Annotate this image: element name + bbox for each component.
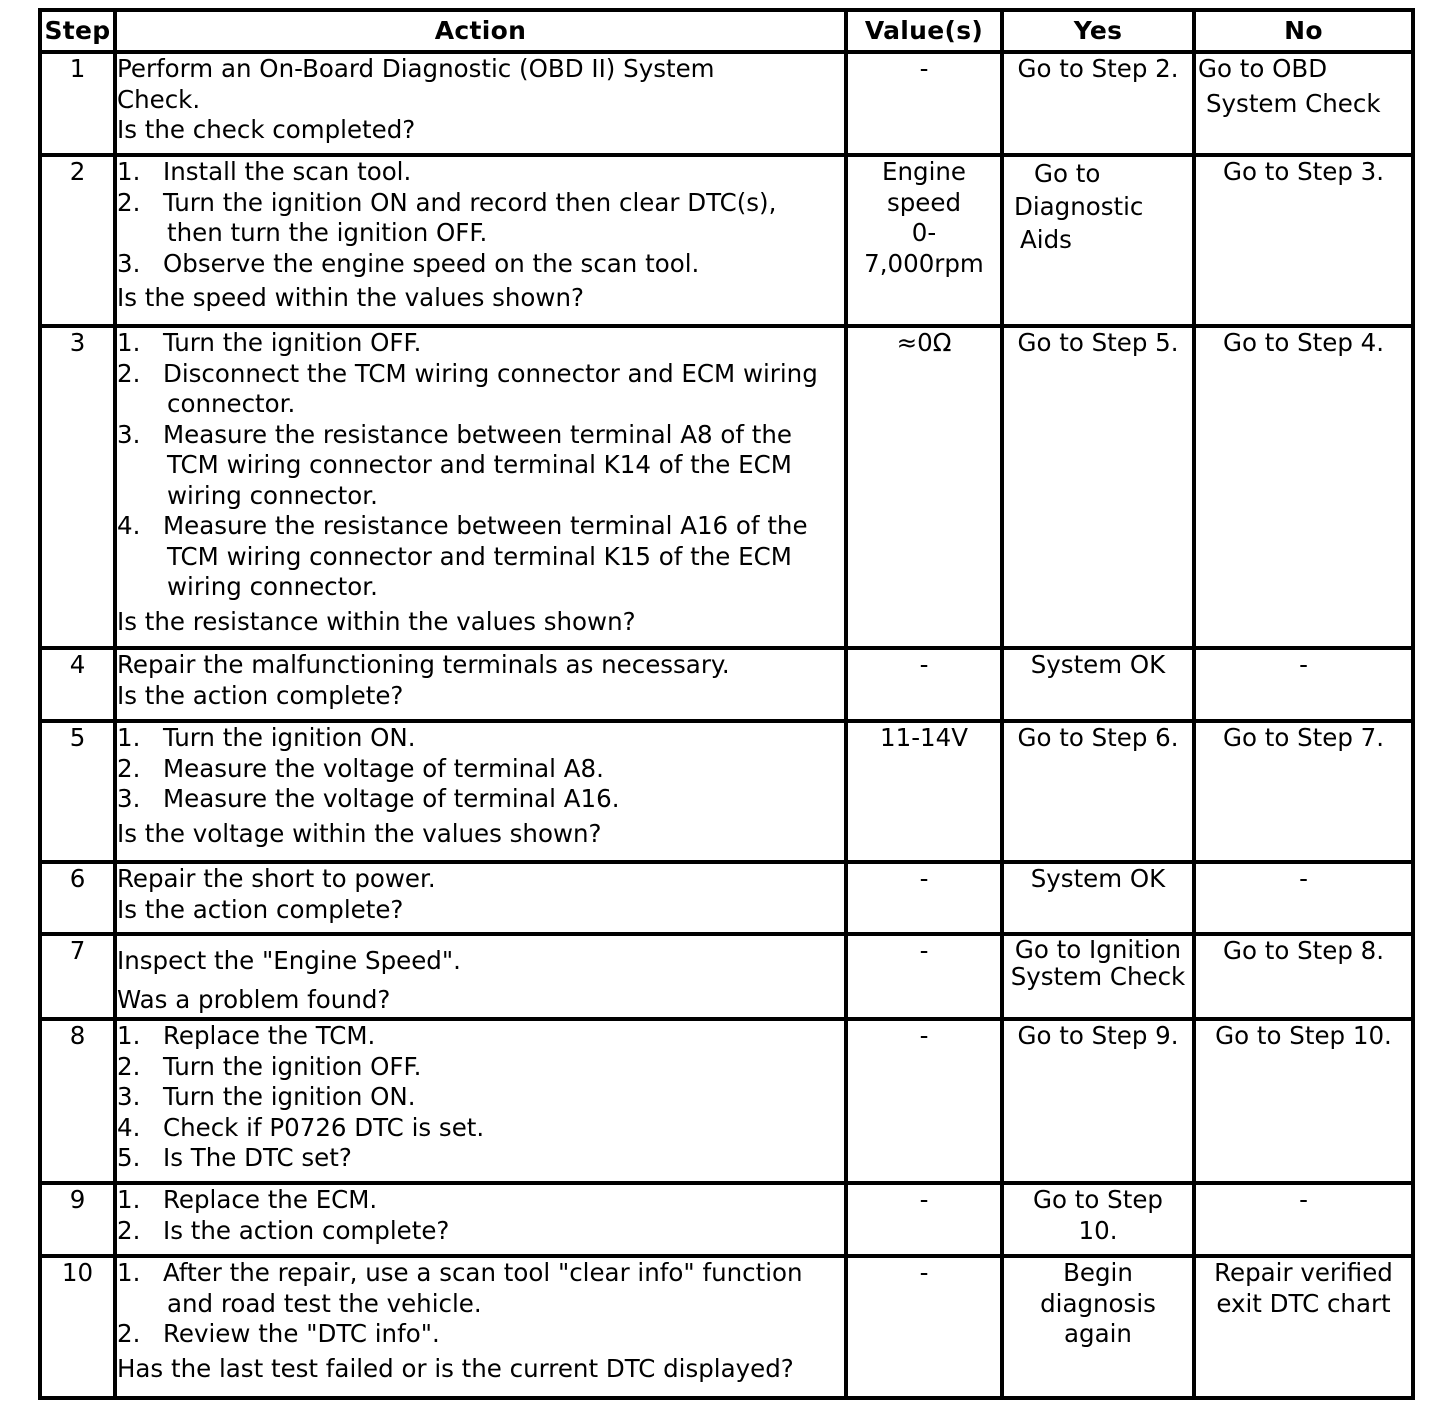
yes-line: Go to Ignition [1014, 935, 1182, 964]
action-cell [115, 1019, 846, 1183]
action-step-number: 1. [117, 723, 141, 752]
action-step-line: TCM wiring connector and terminal K14 of the ECM [167, 450, 792, 479]
action-step-text [163, 1258, 844, 1319]
value-cell [846, 648, 1002, 721]
no-line: - [1299, 864, 1308, 893]
action-cell [115, 52, 846, 155]
action-cell [115, 155, 846, 326]
no-cell [1194, 648, 1413, 721]
value-line: speed [886, 187, 961, 217]
action-step-text [163, 1319, 844, 1350]
yes-cell [1002, 326, 1194, 648]
header-yes: Yes [1002, 10, 1194, 52]
table-row [40, 721, 1413, 862]
action-line: Repair the malfunctioning terminals as necessary. [117, 650, 730, 679]
action-step-line: Turn the ignition OFF. [163, 1051, 422, 1081]
action-step-number: 1. [117, 1021, 141, 1050]
value-line: 0- [911, 218, 937, 247]
yes-line: Go to [1034, 159, 1101, 188]
action-step-item [117, 1258, 844, 1319]
action-step-number: 4. [117, 511, 141, 540]
action-step-line: then turn the ignition OFF. [167, 218, 488, 247]
yes-cell [1002, 1183, 1194, 1256]
no-line: System Check [1206, 88, 1381, 118]
no-line: Repair verified [1214, 1258, 1393, 1287]
action-step-item [117, 1082, 844, 1113]
action-step-item [117, 1216, 844, 1247]
value-line: 11-14V [880, 723, 968, 752]
yes-cell [1002, 721, 1194, 862]
action-step-line: Measure the resistance between terminal A8 of the [163, 419, 792, 449]
no-cell [1194, 1183, 1413, 1256]
yes-line: System OK [1030, 864, 1166, 893]
value-cell [846, 326, 1002, 648]
no-cell [1194, 52, 1413, 155]
value-line: - [919, 54, 929, 83]
action-step-text [163, 511, 844, 603]
action-step-line: wiring connector. [167, 480, 378, 510]
no-cell [1194, 862, 1413, 934]
value-cell [846, 52, 1002, 155]
action-step-text [163, 328, 844, 359]
yes-line: Go to Step [1033, 1185, 1163, 1214]
action-step-line: wiring connector. [167, 572, 378, 601]
action-step-line: After the repair, use a scan tool "clear info" function [163, 1258, 803, 1287]
action-step-text [163, 249, 844, 280]
value-line: - [919, 936, 929, 965]
no-line: Go to Step 8. [1222, 936, 1385, 965]
header-row [40, 10, 1413, 52]
action-step-text [163, 157, 844, 188]
action-step-text [163, 1216, 844, 1247]
value-cell [846, 155, 1002, 326]
action-step-text [163, 1143, 844, 1174]
action-step-number: 2. [117, 1051, 141, 1081]
action-line: Repair the short to power. [117, 864, 436, 893]
action-question: Is the resistance within the values shown? [117, 606, 636, 636]
diagnostic-table [38, 8, 1415, 1400]
action-cell [115, 1183, 846, 1256]
action-step-line: Is The DTC set? [163, 1143, 352, 1172]
action-step-item [117, 784, 844, 815]
action-step-text [163, 359, 844, 420]
action-step-line: Turn the ignition ON. [163, 1082, 416, 1111]
yes-line: Begin [1063, 1258, 1133, 1287]
no-line: exit DTC chart [1216, 1288, 1391, 1318]
yes-line: System OK [1030, 650, 1166, 679]
action-step-item [117, 1021, 844, 1052]
action-step-line: Check if P0726 DTC is set. [163, 1112, 485, 1142]
action-line: Perform an On-Board Diagnostic (OBD II) System [117, 54, 715, 83]
yes-cell [1002, 155, 1194, 326]
value-line: 7,000rpm [864, 248, 984, 278]
header-step: Step [40, 10, 115, 52]
yes-line: diagnosis [1040, 1288, 1156, 1318]
yes-line: Go to Step 6. [1017, 723, 1179, 752]
value-cell [846, 1019, 1002, 1183]
action-cell [115, 862, 846, 934]
action-step-text [163, 723, 844, 754]
step-cell: 10 [40, 1256, 115, 1398]
step-cell: 8 [40, 1019, 115, 1183]
action-cell [115, 648, 846, 721]
no-line: Go to Step 3. [1222, 157, 1385, 186]
action-step-number: 1. [117, 1185, 141, 1214]
value-cell [846, 721, 1002, 862]
action-step-line: and road test the vehicle. [167, 1288, 482, 1318]
action-step-line: Measure the voltage of terminal A16. [163, 784, 620, 813]
table-row [40, 155, 1413, 326]
header-no: No [1194, 10, 1413, 52]
action-cell [115, 721, 846, 862]
step-cell: 5 [40, 721, 115, 862]
action-step-item [117, 420, 844, 512]
yes-line: Go to Step 2. [1017, 54, 1179, 83]
action-step-item [117, 359, 844, 420]
action-steps-list [117, 723, 844, 815]
action-step-text [163, 784, 844, 815]
action-step-line: Disconnect the TCM wiring connector and ECM wiring [163, 358, 818, 388]
yes-cell [1002, 1019, 1194, 1183]
action-step-line: Measure the voltage of terminal A8. [163, 753, 604, 783]
table-row [40, 1183, 1413, 1256]
yes-cell [1002, 648, 1194, 721]
action-question: Is the action complete? [117, 680, 404, 710]
action-steps-list [117, 157, 844, 279]
action-steps-list [117, 1021, 844, 1174]
value-line: - [919, 1021, 929, 1050]
action-step-number: 2. [117, 753, 141, 783]
no-line: Go to OBD [1198, 54, 1328, 83]
action-step-number: 4. [117, 1112, 141, 1142]
table-row [40, 1019, 1413, 1183]
action-step-item [117, 1185, 844, 1216]
action-step-number: 5. [117, 1143, 141, 1172]
value-cell [846, 934, 1002, 1019]
action-step-item [117, 723, 844, 754]
header-values: Value(s) [846, 10, 1002, 52]
action-step-line: Turn the ignition OFF. [163, 328, 422, 357]
no-line: - [1299, 1185, 1308, 1214]
action-step-item [117, 328, 844, 359]
yes-line: 10. [1078, 1215, 1118, 1245]
action-step-number: 3. [117, 784, 141, 813]
no-cell [1194, 1256, 1413, 1398]
action-step-text [163, 188, 844, 249]
no-line: Go to Step 7. [1222, 723, 1385, 752]
action-step-number: 2. [117, 187, 141, 217]
no-cell [1194, 721, 1413, 862]
yes-line: Go to Step 5. [1017, 328, 1179, 357]
yes-line: System Check [1010, 962, 1186, 991]
action-step-number: 3. [117, 1082, 141, 1111]
yes-line: again [1064, 1319, 1132, 1348]
table-row [40, 52, 1413, 155]
value-cell [846, 862, 1002, 934]
action-steps-list [117, 328, 844, 603]
step-cell: 6 [40, 862, 115, 934]
action-step-item [117, 1319, 844, 1350]
action-step-line: Turn the ignition ON. [163, 723, 416, 752]
no-cell [1194, 1019, 1413, 1183]
action-step-line: Turn the ignition ON and record then clear DTC(s), [163, 187, 777, 217]
no-line: - [1299, 650, 1308, 679]
yes-cell [1002, 934, 1194, 1019]
value-line: - [919, 1185, 929, 1214]
action-step-item [117, 1143, 844, 1174]
action-cell [115, 934, 846, 1019]
table-row [40, 1256, 1413, 1398]
action-cell [115, 326, 846, 648]
action-step-line: connector. [167, 389, 296, 418]
step-cell: 2 [40, 155, 115, 326]
action-question: Is the voltage within the values shown? [117, 818, 602, 848]
value-line: - [919, 1258, 929, 1287]
value-line: - [919, 650, 929, 679]
action-step-text [163, 1052, 844, 1083]
step-cell: 4 [40, 648, 115, 721]
table-body [40, 52, 1413, 1398]
step-cell: 7 [40, 934, 115, 1019]
action-line: Check. [117, 84, 201, 114]
value-line: ≈0Ω [896, 328, 952, 357]
no-cell [1194, 326, 1413, 648]
no-line: Go to Step 10. [1215, 1021, 1392, 1050]
value-line: - [919, 864, 929, 893]
action-step-item [117, 754, 844, 785]
action-step-number: 2. [117, 1215, 141, 1245]
value-cell [846, 1183, 1002, 1256]
action-cell [115, 1256, 846, 1398]
no-cell [1194, 155, 1413, 326]
action-step-text [163, 1082, 844, 1113]
action-steps-list [117, 1185, 844, 1246]
action-step-item [117, 1113, 844, 1144]
yes-line: Diagnostic [1014, 192, 1144, 221]
action-step-item [117, 249, 844, 280]
action-step-line: Replace the ECM. [163, 1185, 378, 1214]
value-line: Engine [882, 157, 966, 186]
action-step-number: 3. [117, 419, 141, 449]
action-question: Has the last test failed or is the current DTC displayed? [117, 1353, 794, 1383]
header-action: Action [115, 10, 846, 52]
action-step-item [117, 511, 844, 603]
action-step-text [163, 420, 844, 512]
action-question: Is the action complete? [117, 894, 404, 924]
action-step-text [163, 1113, 844, 1144]
table-row [40, 648, 1413, 721]
no-cell [1194, 934, 1413, 1019]
action-step-item [117, 157, 844, 188]
step-cell: 9 [40, 1183, 115, 1256]
step-cell: 1 [40, 52, 115, 155]
action-step-number: 3. [117, 248, 141, 278]
action-step-line: Observe the engine speed on the scan tool. [163, 248, 700, 278]
table-row [40, 934, 1413, 1019]
yes-cell [1002, 1256, 1194, 1398]
action-step-item [117, 1052, 844, 1083]
action-question: Was a problem found? [117, 984, 391, 1014]
action-step-text [163, 1021, 844, 1052]
action-step-number: 1. [117, 157, 141, 186]
action-step-text [163, 754, 844, 785]
action-question: Is the check completed? [117, 115, 416, 144]
action-step-number: 2. [117, 1319, 141, 1348]
table-row [40, 862, 1413, 934]
action-step-line: Measure the resistance between terminal A16 of the [163, 511, 808, 540]
action-step-number: 1. [117, 328, 141, 357]
no-line: Go to Step 4. [1222, 328, 1385, 357]
action-step-number: 1. [117, 1258, 141, 1287]
action-question: Is the speed within the values shown? [117, 283, 584, 312]
yes-line: Aids [1020, 225, 1072, 254]
action-steps-list [117, 1258, 844, 1350]
action-step-item [117, 188, 844, 249]
action-step-number: 2. [117, 358, 141, 388]
action-step-line: Review the "DTC info". [163, 1319, 440, 1348]
action-step-line: Install the scan tool. [163, 157, 412, 186]
action-line: Inspect the "Engine Speed". [117, 946, 461, 975]
value-cell [846, 1256, 1002, 1398]
table-row [40, 326, 1413, 648]
yes-line: Go to Step 9. [1017, 1021, 1179, 1050]
action-step-text [163, 1185, 844, 1216]
yes-cell [1002, 862, 1194, 934]
action-step-line: TCM wiring connector and terminal K15 of the ECM [167, 541, 792, 571]
action-step-line: Replace the TCM. [163, 1021, 376, 1050]
yes-cell [1002, 52, 1194, 155]
action-step-line: Is the action complete? [163, 1215, 450, 1245]
step-cell: 3 [40, 326, 115, 648]
